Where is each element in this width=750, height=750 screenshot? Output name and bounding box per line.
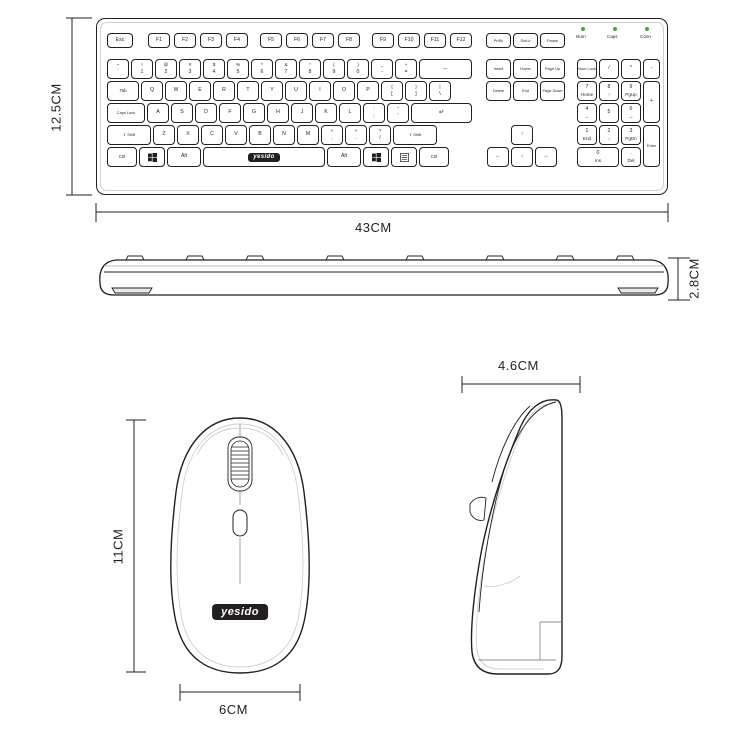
key-l[interactable]: L	[339, 103, 361, 123]
key-equal[interactable]	[395, 59, 417, 79]
dimension-keyboard-thickness: 2.8CM	[686, 258, 702, 299]
key-delete[interactable]: Delete	[486, 81, 511, 101]
windows-glyph	[148, 153, 157, 162]
key-numpad-enter[interactable]: Enter	[643, 125, 660, 167]
key-c[interactable]: C	[201, 125, 223, 145]
key-ctrl-right[interactable]: Ctrl	[419, 147, 449, 167]
key-d[interactable]: D	[195, 103, 217, 123]
key-numpad-7-bottom: Home	[580, 91, 594, 97]
key-caps-lock[interactable]: Caps Lock	[107, 103, 145, 123]
key-numpad-8[interactable]	[599, 81, 619, 101]
key-slash-bottom: /	[379, 135, 381, 142]
key-equal-bottom: =	[404, 69, 408, 76]
key-bracket-left[interactable]	[381, 81, 403, 101]
key-z[interactable]: Z	[153, 125, 175, 145]
dimension-mouse-height: 11CM	[110, 528, 126, 565]
key-f10[interactable]: F10	[398, 33, 420, 48]
key-arrow-right[interactable]: →	[535, 147, 557, 167]
key-period[interactable]	[345, 125, 367, 145]
key-numpad-2-top: 2	[607, 127, 611, 134]
key-f9[interactable]: F9	[372, 33, 394, 48]
key-minus-bottom: -	[381, 69, 383, 76]
key-k[interactable]: K	[315, 103, 337, 123]
key-comma[interactable]	[321, 125, 343, 145]
key-num-lock[interactable]	[577, 59, 597, 79]
key-f5[interactable]: F5	[260, 33, 282, 48]
caps-lock-led	[613, 27, 617, 31]
key-3-bottom: 3	[188, 69, 192, 76]
key-f6[interactable]: F6	[286, 33, 308, 48]
key-arrow-left[interactable]: ←	[487, 147, 509, 167]
key-esc[interactable]: Esc	[107, 33, 133, 48]
key-2-bottom: 2	[164, 69, 168, 76]
key-r[interactable]: R	[213, 81, 235, 101]
key-7-top: &	[284, 61, 288, 67]
key-comma-top: <	[330, 127, 334, 133]
key-backtick-top: ~	[116, 61, 120, 67]
key-backspace[interactable]: ←	[419, 59, 472, 79]
key-numpad-plus[interactable]: +	[643, 81, 660, 123]
caps-lock-led-label: Caps	[607, 34, 618, 39]
key-quote-top: "	[397, 105, 399, 111]
key-m[interactable]: M	[297, 125, 319, 145]
key-num-lock-label: Num Lock	[578, 66, 596, 72]
key-alt-left[interactable]: Alt	[167, 147, 201, 167]
key-numpad-4-top: 4	[585, 105, 589, 112]
dimension-keyboard-width: 43CM	[355, 220, 392, 235]
key-numpad-1-bottom: End	[582, 135, 592, 141]
key-q[interactable]: Q	[141, 81, 163, 101]
key-backslash[interactable]	[429, 81, 451, 101]
key-comma-bottom: ,	[331, 135, 333, 142]
key-4-bottom: 4	[212, 69, 216, 76]
key-s[interactable]: S	[171, 103, 193, 123]
key-numpad-7-top: 7	[585, 83, 589, 90]
key-minus[interactable]	[371, 59, 393, 79]
key-print-screen[interactable]: PrtSc	[486, 33, 511, 48]
key-numpad-9-bottom: PgUp	[625, 91, 637, 97]
mouse-side-outline	[471, 400, 562, 674]
key-3[interactable]	[179, 59, 201, 79]
dimension-keyboard-height: 12.5CM	[48, 83, 64, 132]
key-numpad-multiply[interactable]: *	[621, 59, 641, 79]
mouse-brand-logo: yesido	[212, 604, 268, 620]
key-page-up[interactable]	[540, 59, 565, 79]
key-8-bottom: 8	[308, 69, 312, 76]
key-quote-bottom: '	[397, 113, 399, 120]
key-b[interactable]: B	[249, 125, 271, 145]
key-f7[interactable]: F7	[312, 33, 334, 48]
key-5[interactable]	[227, 59, 249, 79]
key-j[interactable]: J	[291, 103, 313, 123]
key-shift-left-label: ⇧	[122, 132, 128, 138]
key-f12[interactable]: F12	[450, 33, 472, 48]
key-3-top: #	[188, 61, 192, 67]
key-numpad-8-top: 8	[607, 83, 611, 90]
key-ctrl-left[interactable]: Ctrl	[107, 147, 137, 167]
key-slash[interactable]	[369, 125, 391, 145]
key-4[interactable]	[203, 59, 225, 79]
key-backslash-top: |	[439, 83, 441, 89]
key-alt-right[interactable]: Alt	[327, 147, 361, 167]
key-1-bottom: 1	[140, 69, 144, 76]
keyboard-top-view	[96, 18, 668, 195]
key-f8[interactable]: F8	[338, 33, 360, 48]
key-numpad-8-bottom: ↑	[607, 91, 611, 97]
dimension-mouse-side-width: 4.6CM	[498, 358, 539, 373]
key-numpad-0[interactable]	[577, 147, 619, 167]
key-4-top: $	[212, 61, 216, 67]
key-numpad-9-top: 9	[629, 83, 633, 90]
key-numpad-divide[interactable]: /	[599, 59, 619, 79]
windows-icon-right[interactable]	[363, 147, 389, 167]
key-0-top: )	[357, 61, 359, 67]
key-x[interactable]: X	[177, 125, 199, 145]
key-2[interactable]	[155, 59, 177, 79]
key-o[interactable]: O	[333, 81, 355, 101]
key-backslash-bottom: \	[439, 91, 441, 98]
key-bracket-left-bottom: [	[391, 91, 393, 98]
menu-icon[interactable]	[391, 147, 417, 167]
key-period-bottom: .	[355, 135, 357, 142]
key-f2[interactable]: F2	[174, 33, 196, 48]
key-tab[interactable]: Tab	[107, 81, 139, 101]
key-semicolon-top: :	[373, 105, 375, 111]
key-page-down-label: Page Down	[542, 88, 563, 94]
key-9[interactable]	[323, 59, 345, 79]
key-g[interactable]: G	[243, 103, 265, 123]
key-6-top: ^	[260, 61, 264, 67]
key-8[interactable]	[299, 59, 321, 79]
key-numpad-5[interactable]: 5	[599, 103, 619, 123]
key-numpad-2[interactable]	[599, 125, 619, 145]
key-shift-right[interactable]: ⇧ Shift	[393, 125, 437, 145]
key-f1[interactable]: F1	[148, 33, 170, 48]
key-numpad-decimal-bottom: Del	[627, 157, 635, 163]
key-numpad-0-top: 0	[596, 149, 600, 156]
key-numpad-decimal-top: .	[630, 149, 632, 156]
key-arrow-down[interactable]: ↓	[511, 147, 533, 167]
key-8-top: *	[309, 61, 311, 67]
keyboard-brand-logo: yesido	[248, 153, 279, 162]
windows-glyph-right	[372, 153, 381, 162]
key-2-top: @	[163, 61, 169, 67]
key-end[interactable]: End	[513, 81, 538, 101]
key-6-bottom: 6	[260, 69, 264, 76]
key-numpad-1[interactable]	[577, 125, 597, 145]
key-0-bottom: 0	[356, 69, 360, 76]
key-u[interactable]: U	[285, 81, 307, 101]
key-a[interactable]: A	[147, 103, 169, 123]
key-numpad-decimal[interactable]	[621, 147, 641, 167]
key-page-up-label: Page Up	[544, 66, 561, 72]
dimension-mouse-width: 6CM	[219, 702, 248, 717]
key-semicolon[interactable]	[363, 103, 385, 123]
context-menu-glyph	[400, 153, 409, 162]
key-minus-top: _	[380, 61, 384, 67]
key-f11[interactable]: F11	[424, 33, 446, 48]
key-page-down[interactable]	[540, 81, 565, 101]
key-bracket-right[interactable]	[405, 81, 427, 101]
key-9-top: (	[333, 61, 335, 67]
key-bracket-right-bottom: ]	[415, 91, 417, 98]
key-numpad-0-bottom: Ins	[594, 157, 602, 163]
dpi-button	[233, 510, 247, 536]
key-h[interactable]: H	[267, 103, 289, 123]
key-t[interactable]: T	[237, 81, 259, 101]
key-numpad-9[interactable]	[621, 81, 641, 101]
key-enter[interactable]: ↵	[411, 103, 472, 123]
key-shift-right-label: ⇧	[408, 132, 414, 138]
key-numpad-6[interactable]	[621, 103, 641, 123]
key-backtick-bottom: `	[117, 69, 119, 76]
key-arrow-up[interactable]: ↑	[511, 125, 533, 145]
key-numpad-3[interactable]	[621, 125, 641, 145]
key-numpad-1-top: 1	[585, 127, 589, 134]
num-lock-led-label: Num	[576, 34, 586, 39]
key-numpad-4-bottom: ←	[584, 113, 590, 119]
key-scroll-lock[interactable]: ScrLk	[513, 33, 538, 48]
key-1-top: !	[141, 61, 143, 67]
num-lock-led	[581, 27, 585, 31]
key-insert[interactable]: Insert	[486, 59, 511, 79]
key-numpad-4[interactable]	[577, 103, 597, 123]
key-w[interactable]: W	[165, 81, 187, 101]
key-bracket-right-top: }	[415, 83, 417, 89]
key-bracket-left-top: {	[391, 83, 393, 89]
key-semicolon-bottom: ;	[373, 113, 375, 120]
key-0[interactable]	[347, 59, 369, 79]
key-f[interactable]: F	[219, 103, 241, 123]
key-5-top: %	[235, 61, 241, 67]
windows-icon-left[interactable]	[139, 147, 165, 167]
key-9-bottom: 9	[332, 69, 336, 76]
key-1[interactable]	[131, 59, 153, 79]
key-n[interactable]: N	[273, 125, 295, 145]
key-7-bottom: 7	[284, 69, 288, 76]
key-numpad-3-bottom: PgDn	[625, 135, 637, 141]
key-f3[interactable]: F3	[200, 33, 222, 48]
key-quote[interactable]	[387, 103, 409, 123]
key-v[interactable]: V	[225, 125, 247, 145]
connection-led-label: Conn	[640, 34, 651, 39]
key-numpad-3-top: 3	[629, 127, 633, 134]
key-shift-left[interactable]: ⇧ Shift	[107, 125, 151, 145]
key-space[interactable]	[203, 147, 325, 167]
connection-led	[645, 27, 649, 31]
key-numpad-minus[interactable]: -	[643, 59, 660, 79]
key-numpad-6-bottom: →	[628, 113, 634, 119]
key-numpad-6-top: 6	[629, 105, 633, 112]
key-pause[interactable]: Pause	[540, 33, 565, 48]
key-equal-top: +	[404, 61, 408, 67]
key-backtick[interactable]	[107, 59, 129, 79]
key-i[interactable]: I	[309, 81, 331, 101]
key-6[interactable]	[251, 59, 273, 79]
key-home[interactable]: Home	[513, 59, 538, 79]
indicator-lights	[573, 27, 661, 49]
key-7[interactable]	[275, 59, 297, 79]
key-slash-top: ?	[378, 127, 382, 133]
key-numpad-2-bottom: ↓	[607, 135, 611, 141]
key-p[interactable]: P	[357, 81, 379, 101]
key-y[interactable]: Y	[261, 81, 283, 101]
key-f4[interactable]: F4	[226, 33, 248, 48]
key-5-bottom: 5	[236, 69, 240, 76]
key-period-top: >	[354, 127, 358, 133]
key-e[interactable]: E	[189, 81, 211, 101]
keyboard-side-profile	[100, 260, 668, 295]
key-numpad-7[interactable]	[577, 81, 597, 101]
